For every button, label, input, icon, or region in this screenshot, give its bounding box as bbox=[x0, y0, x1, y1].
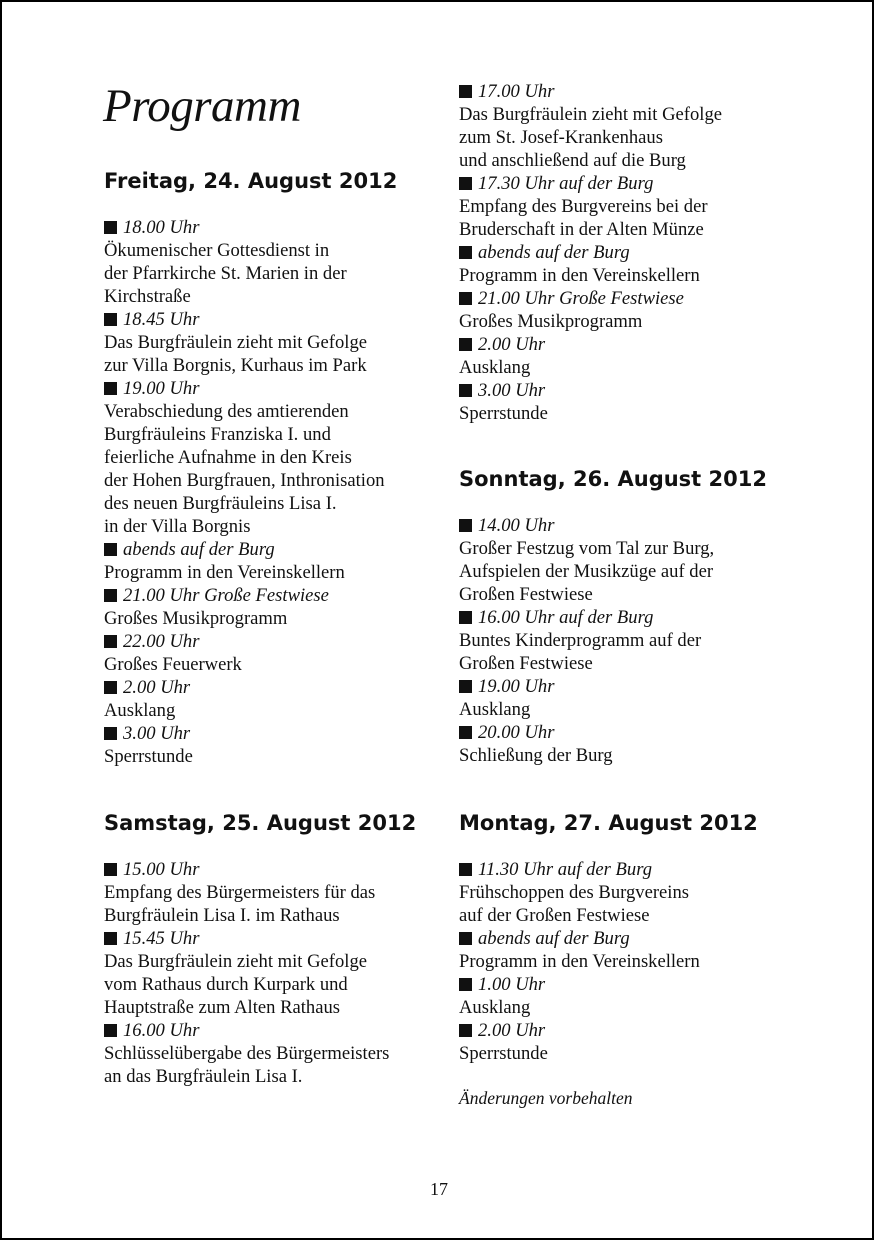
event-description bbox=[459, 950, 758, 973]
event-description-line: Burgfräuleins Franziska I. und bbox=[104, 424, 331, 445]
day-sunday bbox=[459, 468, 767, 767]
event-description bbox=[104, 561, 397, 584]
square-bullet-icon bbox=[104, 543, 117, 556]
event-time-text: 1.00 Uhr bbox=[478, 974, 546, 995]
event-description bbox=[104, 881, 416, 927]
event-description-line: Ausklang bbox=[459, 357, 531, 378]
event-item bbox=[459, 241, 722, 287]
event-description-line: Das Burgfräulein zieht mit Gefolge bbox=[104, 951, 367, 972]
day-saturday-continued bbox=[459, 80, 722, 425]
event-description-line: vom Rathaus durch Kurpark und bbox=[104, 974, 348, 995]
event-description-line: Buntes Kinderprogramm auf der bbox=[459, 630, 702, 651]
event-description bbox=[104, 699, 397, 722]
square-bullet-icon bbox=[104, 382, 117, 395]
event-time bbox=[459, 858, 758, 881]
event-description bbox=[459, 103, 722, 172]
event-item bbox=[459, 514, 767, 606]
square-bullet-icon bbox=[459, 680, 472, 693]
event-time bbox=[459, 1019, 758, 1042]
event-time-text: 16.00 Uhr bbox=[123, 1020, 200, 1041]
event-time bbox=[104, 584, 397, 607]
event-item bbox=[459, 333, 722, 379]
event-item bbox=[104, 1019, 416, 1088]
square-bullet-icon bbox=[459, 338, 472, 351]
event-description bbox=[459, 698, 767, 721]
event-time bbox=[104, 216, 397, 239]
event-description bbox=[104, 400, 397, 538]
event-description bbox=[459, 881, 758, 927]
event-time-text: 15.00 Uhr bbox=[123, 859, 200, 880]
event-description bbox=[459, 264, 722, 287]
event-description bbox=[459, 744, 767, 767]
day-heading: Freitag, 24. August 2012 bbox=[104, 169, 398, 193]
event-description-line: Ökumenischer Gottesdienst in bbox=[104, 240, 330, 261]
event-time-text: 19.00 Uhr bbox=[478, 676, 555, 697]
event-item bbox=[104, 584, 397, 630]
event-time bbox=[459, 80, 722, 103]
event-time bbox=[459, 241, 722, 264]
event-description-line: Bruderschaft in der Alten Münze bbox=[459, 219, 704, 240]
event-description-line: Sperrstunde bbox=[104, 746, 193, 767]
event-item bbox=[104, 308, 397, 377]
changes-notice: Änderungen vorbehalten bbox=[459, 1088, 633, 1108]
event-description-line: Programm in den Vereinskellern bbox=[459, 951, 700, 972]
event-description-line: Sperrstunde bbox=[459, 1043, 548, 1064]
event-description-line: Burgfräulein Lisa I. im Rathaus bbox=[104, 905, 340, 926]
square-bullet-icon bbox=[459, 726, 472, 739]
event-description-line: Empfang des Burgvereins bei der bbox=[459, 196, 708, 217]
day-saturday bbox=[104, 812, 416, 1088]
day-heading: Samstag, 25. August 2012 bbox=[104, 811, 417, 835]
event-description bbox=[104, 331, 397, 377]
square-bullet-icon bbox=[459, 246, 472, 259]
event-description-line: in der Villa Borgnis bbox=[104, 516, 251, 537]
event-time-text: 2.00 Uhr bbox=[478, 334, 546, 355]
event-item bbox=[459, 379, 722, 425]
square-bullet-icon bbox=[104, 681, 117, 694]
event-description-line: Das Burgfräulein zieht mit Gefolge bbox=[104, 332, 367, 353]
event-description-line: der Hohen Burgfrauen, Inthronisation bbox=[104, 470, 385, 491]
square-bullet-icon bbox=[104, 727, 117, 740]
event-description-line: Ausklang bbox=[104, 700, 176, 721]
event-time bbox=[459, 333, 722, 356]
event-time-text: 21.00 Uhr Große Festwiese bbox=[478, 288, 684, 309]
event-description-line: Das Burgfräulein zieht mit Gefolge bbox=[459, 104, 722, 125]
square-bullet-icon bbox=[459, 863, 472, 876]
square-bullet-icon bbox=[459, 177, 472, 190]
event-item bbox=[459, 287, 722, 333]
event-description bbox=[459, 356, 722, 379]
event-description-line: Großer Festzug vom Tal zur Burg, bbox=[459, 538, 715, 559]
event-time bbox=[104, 630, 397, 653]
event-item bbox=[104, 377, 397, 538]
day-heading: Sonntag, 26. August 2012 bbox=[459, 467, 767, 491]
event-description-line: Sperrstunde bbox=[459, 403, 548, 424]
event-time bbox=[459, 172, 722, 195]
event-description-line: feierliche Aufnahme in den Kreis bbox=[104, 447, 352, 468]
event-description bbox=[104, 745, 397, 768]
event-time-text: 2.00 Uhr bbox=[123, 677, 191, 698]
event-description bbox=[104, 607, 397, 630]
event-description-line: Kirchstraße bbox=[104, 286, 191, 307]
event-description bbox=[104, 653, 397, 676]
event-description-line: Empfang des Bürgermeisters für das bbox=[104, 882, 376, 903]
square-bullet-icon bbox=[104, 932, 117, 945]
event-time-text: abends auf der Burg bbox=[478, 928, 630, 949]
event-time bbox=[104, 377, 397, 400]
event-description-line: Großes Musikprogramm bbox=[459, 311, 643, 332]
event-time bbox=[104, 538, 397, 561]
day-heading: Montag, 27. August 2012 bbox=[459, 811, 758, 835]
event-time bbox=[459, 379, 722, 402]
square-bullet-icon bbox=[459, 85, 472, 98]
event-description-line: Hauptstraße zum Alten Rathaus bbox=[104, 997, 340, 1018]
event-description-line: Programm in den Vereinskellern bbox=[459, 265, 700, 286]
event-time-text: 3.00 Uhr bbox=[478, 380, 546, 401]
event-time bbox=[104, 308, 397, 331]
event-time-text: 18.00 Uhr bbox=[123, 217, 200, 238]
event-description-line: an das Burgfräulein Lisa I. bbox=[104, 1066, 303, 1087]
event-item bbox=[104, 927, 416, 1019]
event-description bbox=[459, 402, 722, 425]
event-time bbox=[104, 676, 397, 699]
event-time-text: abends auf der Burg bbox=[123, 539, 275, 560]
event-time bbox=[104, 927, 416, 950]
event-description bbox=[104, 950, 416, 1019]
event-time-text: 21.00 Uhr Große Festwiese bbox=[123, 585, 329, 606]
square-bullet-icon bbox=[104, 313, 117, 326]
event-description-line: Großen Festwiese bbox=[459, 653, 593, 674]
square-bullet-icon bbox=[459, 932, 472, 945]
event-item bbox=[104, 216, 397, 308]
square-bullet-icon bbox=[104, 1024, 117, 1037]
event-description bbox=[459, 629, 767, 675]
event-description bbox=[459, 1042, 758, 1065]
event-time-text: 3.00 Uhr bbox=[123, 723, 191, 744]
square-bullet-icon bbox=[104, 863, 117, 876]
event-description-line: Großes Feuerwerk bbox=[104, 654, 242, 675]
event-item bbox=[459, 675, 767, 721]
event-item bbox=[104, 630, 397, 676]
event-time-text: abends auf der Burg bbox=[478, 242, 630, 263]
event-description-line: Aufspielen der Musikzüge auf der bbox=[459, 561, 714, 582]
event-time bbox=[104, 858, 416, 881]
event-time-text: 22.00 Uhr bbox=[123, 631, 200, 652]
event-description bbox=[459, 537, 767, 606]
event-item bbox=[459, 927, 758, 973]
event-description-line: der Pfarrkirche St. Marien in der bbox=[104, 263, 347, 284]
event-time-text: 2.00 Uhr bbox=[478, 1020, 546, 1041]
square-bullet-icon bbox=[459, 519, 472, 532]
event-time bbox=[104, 722, 397, 745]
event-item bbox=[104, 722, 397, 768]
event-time bbox=[459, 927, 758, 950]
event-description bbox=[459, 195, 722, 241]
event-time-text: 20.00 Uhr bbox=[478, 722, 555, 743]
event-item bbox=[104, 538, 397, 584]
event-time-text: 11.30 Uhr auf der Burg bbox=[478, 859, 653, 880]
square-bullet-icon bbox=[459, 611, 472, 624]
event-item bbox=[459, 721, 767, 767]
event-time-text: 18.45 Uhr bbox=[123, 309, 200, 330]
square-bullet-icon bbox=[459, 384, 472, 397]
event-description-line: des neuen Burgfräuleins Lisa I. bbox=[104, 493, 337, 514]
event-item bbox=[104, 676, 397, 722]
square-bullet-icon bbox=[459, 292, 472, 305]
event-item bbox=[459, 606, 767, 675]
event-description-line: zur Villa Borgnis, Kurhaus im Park bbox=[104, 355, 367, 376]
event-description-line: Ausklang bbox=[459, 997, 531, 1018]
event-description-line: Großen Festwiese bbox=[459, 584, 593, 605]
event-time-text: 17.00 Uhr bbox=[478, 81, 555, 102]
event-time-text: 17.30 Uhr auf der Burg bbox=[478, 173, 654, 194]
square-bullet-icon bbox=[459, 978, 472, 991]
square-bullet-icon bbox=[104, 221, 117, 234]
event-description bbox=[104, 1042, 416, 1088]
page-number: 17 bbox=[430, 1179, 448, 1199]
event-description bbox=[459, 996, 758, 1019]
event-item bbox=[104, 858, 416, 927]
event-time bbox=[459, 287, 722, 310]
square-bullet-icon bbox=[459, 1024, 472, 1037]
event-description-line: Schließung der Burg bbox=[459, 745, 613, 766]
event-time-text: 16.00 Uhr auf der Burg bbox=[478, 607, 654, 628]
event-item bbox=[459, 858, 758, 927]
event-description-line: Programm in den Vereinskellern bbox=[104, 562, 345, 583]
event-time bbox=[104, 1019, 416, 1042]
event-time-text: 19.00 Uhr bbox=[123, 378, 200, 399]
event-time-text: 15.45 Uhr bbox=[123, 928, 200, 949]
event-description bbox=[104, 239, 397, 308]
event-description-line: und anschließend auf die Burg bbox=[459, 150, 686, 171]
day-monday bbox=[459, 812, 758, 1065]
event-description-line: zum St. Josef-Krankenhaus bbox=[459, 127, 663, 148]
event-item bbox=[459, 172, 722, 241]
event-description bbox=[459, 310, 722, 333]
event-description-line: Ausklang bbox=[459, 699, 531, 720]
event-description-line: Schlüsselübergabe des Bürgermeisters bbox=[104, 1043, 390, 1064]
event-description-line: Frühschoppen des Burgvereins bbox=[459, 882, 689, 903]
event-time bbox=[459, 973, 758, 996]
event-time bbox=[459, 675, 767, 698]
event-item bbox=[459, 973, 758, 1019]
square-bullet-icon bbox=[104, 589, 117, 602]
square-bullet-icon bbox=[104, 635, 117, 648]
event-time bbox=[459, 606, 767, 629]
event-time bbox=[459, 721, 767, 744]
event-description-line: Verabschiedung des amtierenden bbox=[104, 401, 349, 422]
event-description-line: Großes Musikprogramm bbox=[104, 608, 288, 629]
event-item bbox=[459, 80, 722, 172]
day-friday bbox=[104, 170, 397, 768]
event-item bbox=[459, 1019, 758, 1065]
event-time bbox=[459, 514, 767, 537]
page-title: Programm bbox=[103, 80, 301, 132]
event-time-text: 14.00 Uhr bbox=[478, 515, 555, 536]
event-description-line: auf der Großen Festwiese bbox=[459, 905, 650, 926]
